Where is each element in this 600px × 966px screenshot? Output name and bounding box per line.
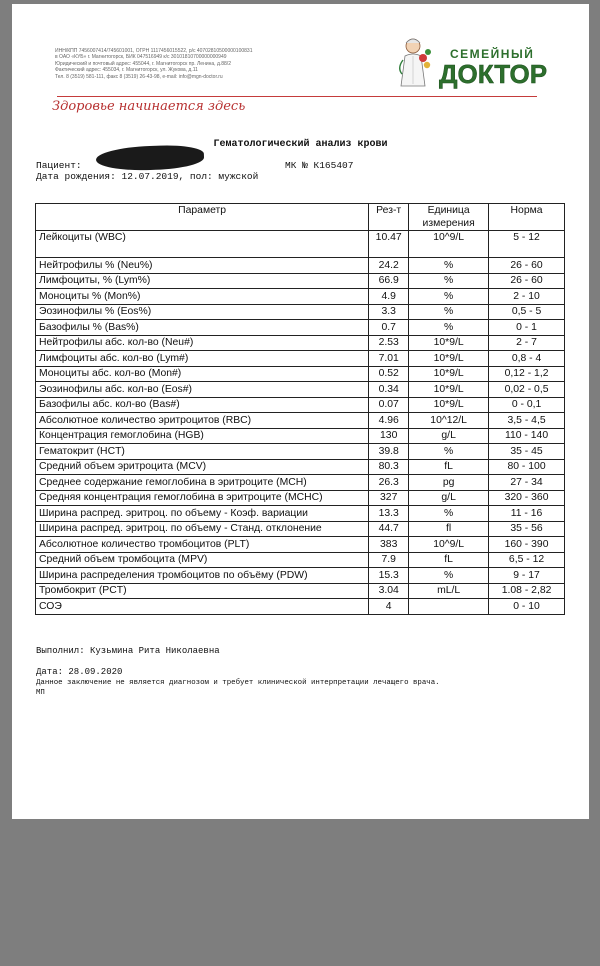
cell-param: Ширина распред. эритроц. по объему - Станд. отклонение xyxy=(36,521,369,537)
cell-norm: 0,02 - 0,5 xyxy=(489,382,565,398)
header-norm: Норма xyxy=(489,204,565,231)
cell-param: Абсолютное количество тромбоцитов (PLT) xyxy=(36,537,369,553)
header-result: Рез-т xyxy=(369,204,409,231)
cell-unit: pg xyxy=(409,475,489,491)
cell-unit: 10*9/L xyxy=(409,397,489,413)
cell-result: 24.2 xyxy=(369,258,409,274)
cell-norm: 0,12 - 1,2 xyxy=(489,366,565,382)
table-row xyxy=(36,599,565,615)
cell-param: Нейтрофилы абс. кол-во (Neu#) xyxy=(36,335,369,351)
cell-param: Средний объем тромбоцита (MPV) xyxy=(36,552,369,568)
header-unit: Единица измерения xyxy=(409,204,489,231)
cell-result: 327 xyxy=(369,490,409,506)
cell-unit: g/L xyxy=(409,428,489,444)
cell-unit: % xyxy=(409,289,489,305)
cell-norm: 320 - 360 xyxy=(489,490,565,506)
cell-param: Концентрация гемоглобина (HGB) xyxy=(36,428,369,444)
table-row xyxy=(36,444,565,460)
cell-result: 0.07 xyxy=(369,397,409,413)
cell-param: Нейтрофилы % (Neu%) xyxy=(36,258,369,274)
cell-norm: 3,5 - 4,5 xyxy=(489,413,565,429)
cell-param: Ширина распред. эритроц. по объему - Коэф. вариации xyxy=(36,506,369,522)
cell-result: 0.52 xyxy=(369,366,409,382)
cell-norm: 2 - 10 xyxy=(489,289,565,305)
cell-unit: 10*9/L xyxy=(409,366,489,382)
cell-unit: % xyxy=(409,273,489,289)
disclaimer-text: Данное заключение не является диагнозом и требует клинической интерпретации лечащего врача. xyxy=(36,679,440,687)
clinic-slogan: Здоровье начинается здесь xyxy=(52,99,246,114)
table-row xyxy=(36,231,565,258)
record-number: МК № К165407 xyxy=(285,160,354,171)
cell-param: Базофилы абс. кол-во (Bas#) xyxy=(36,397,369,413)
cell-result: 4.9 xyxy=(369,289,409,305)
cell-unit: 10*9/L xyxy=(409,351,489,367)
cell-unit: % xyxy=(409,444,489,460)
cell-result: 3.3 xyxy=(369,304,409,320)
doctor-figure-icon xyxy=(400,39,431,86)
cell-result: 2.53 xyxy=(369,335,409,351)
report-title: Гематологический анализ крови xyxy=(213,139,388,150)
cell-result: 10.47 xyxy=(369,231,409,258)
cell-unit: % xyxy=(409,568,489,584)
cell-param: Лимфоциты абс. кол-во (Lym#) xyxy=(36,351,369,367)
cell-param: СОЭ xyxy=(36,599,369,615)
table-row xyxy=(36,320,565,336)
cell-param: Абсолютное количество эритроцитов (RBC) xyxy=(36,413,369,429)
table-row xyxy=(36,397,565,413)
cell-param: Моноциты абс. кол-во (Mon#) xyxy=(36,366,369,382)
cell-result: 0.7 xyxy=(369,320,409,336)
cell-param: Эозинофилы % (Eos%) xyxy=(36,304,369,320)
cell-norm: 11 - 16 xyxy=(489,506,565,522)
cell-norm: 110 - 140 xyxy=(489,428,565,444)
cell-result: 383 xyxy=(369,537,409,553)
cell-norm: 0,5 - 5 xyxy=(489,304,565,320)
table-row xyxy=(36,568,565,584)
cell-unit: % xyxy=(409,506,489,522)
table-header-row xyxy=(36,204,565,231)
cell-param: Средний объем эритроцита (MCV) xyxy=(36,459,369,475)
header-divider xyxy=(57,96,537,97)
cell-norm: 27 - 34 xyxy=(489,475,565,491)
patient-label: Пациент: xyxy=(36,160,82,171)
cell-norm: 0,8 - 4 xyxy=(489,351,565,367)
cell-result: 7.01 xyxy=(369,351,409,367)
cell-norm: 2 - 7 xyxy=(489,335,565,351)
table-row xyxy=(36,304,565,320)
performed-by: Выполнил: Кузьмина Рита Николаевна xyxy=(36,646,220,656)
table-row xyxy=(36,273,565,289)
clinic-info-line: ИНН/КПП 7456007414/745601001, ОГРН 1117456015522, р/с 40702810500000100831 xyxy=(55,48,253,54)
cell-unit: fL xyxy=(409,552,489,568)
cell-param: Тромбокрит (PCT) xyxy=(36,583,369,599)
table-row xyxy=(36,506,565,522)
header-param: Параметр xyxy=(36,204,369,231)
table-row xyxy=(36,583,565,599)
table-row xyxy=(36,351,565,367)
cell-result: 44.7 xyxy=(369,521,409,537)
table-row xyxy=(36,475,565,491)
cell-norm: 9 - 17 xyxy=(489,568,565,584)
cell-unit: 10^9/L xyxy=(409,537,489,553)
cell-result: 39.8 xyxy=(369,444,409,460)
cell-norm: 26 - 60 xyxy=(489,273,565,289)
cell-norm: 26 - 60 xyxy=(489,258,565,274)
cell-result: 7.9 xyxy=(369,552,409,568)
cell-result: 80.3 xyxy=(369,459,409,475)
cell-norm: 0 - 1 xyxy=(489,320,565,336)
cell-result: 4.96 xyxy=(369,413,409,429)
cell-param: Эозинофилы абс. кол-во (Eos#) xyxy=(36,382,369,398)
cell-param: Среднее содержание гемоглобина в эритроците (MCH) xyxy=(36,475,369,491)
disclaimer-block xyxy=(36,679,440,698)
cell-unit: 10*9/L xyxy=(409,382,489,398)
clinic-info-line: Фактический адрес: 455034, г. Магнитогорск, ул. Жукова, д.11 xyxy=(55,67,198,74)
cell-unit: % xyxy=(409,258,489,274)
table-row xyxy=(36,552,565,568)
cell-norm: 0 - 10 xyxy=(489,599,565,615)
cell-norm: 0 - 0,1 xyxy=(489,397,565,413)
cell-unit xyxy=(409,599,489,615)
clinic-info-line: в ОАО «КУБ» г. Магнитогорск, БИК 047516949 к/с 30101810700000000949 xyxy=(55,54,227,61)
cell-param: Ширина распределения тромбоцитов по объёму (PDW) xyxy=(36,568,369,584)
cell-norm: 1.08 - 2,82 xyxy=(489,583,565,599)
cell-unit: mL/L xyxy=(409,583,489,599)
cell-unit: % xyxy=(409,304,489,320)
table-row xyxy=(36,335,565,351)
cell-result: 66.9 xyxy=(369,273,409,289)
table-row xyxy=(36,490,565,506)
table-row xyxy=(36,521,565,537)
birth-date-line: Дата рождения: 12.07.2019, пол: мужской xyxy=(36,171,259,182)
cell-unit: fl xyxy=(409,521,489,537)
cell-result: 4 xyxy=(369,599,409,615)
results-table xyxy=(35,203,565,615)
logo-main-text: ДОКТОР xyxy=(439,59,547,89)
cell-param: Средняя концентрация гемоглобина в эритроците (MCHC) xyxy=(36,490,369,506)
cell-param: Лимфоциты, % (Lym%) xyxy=(36,273,369,289)
table-row xyxy=(36,382,565,398)
cell-result: 13.3 xyxy=(369,506,409,522)
cell-result: 130 xyxy=(369,428,409,444)
clinic-requisites xyxy=(55,48,355,80)
report-page xyxy=(12,4,589,819)
cell-unit: 10*9/L xyxy=(409,335,489,351)
table-row xyxy=(36,366,565,382)
cell-norm: 80 - 100 xyxy=(489,459,565,475)
cell-unit: fL xyxy=(409,459,489,475)
table-row xyxy=(36,459,565,475)
cell-result: 15.3 xyxy=(369,568,409,584)
cell-result: 0.34 xyxy=(369,382,409,398)
cell-param: Гематокрит (HCT) xyxy=(36,444,369,460)
cell-unit: % xyxy=(409,320,489,336)
clinic-logo xyxy=(397,34,547,94)
table-row xyxy=(36,289,565,305)
cell-result: 26.3 xyxy=(369,475,409,491)
logo-top-text: СЕМЕЙНЫЙ xyxy=(450,47,535,61)
cell-unit: g/L xyxy=(409,490,489,506)
stamp-label: МП xyxy=(36,688,45,697)
cell-result: 3.04 xyxy=(369,583,409,599)
cell-param: Лейкоциты (WBC) xyxy=(36,231,369,258)
report-date: Дата: 28.09.2020 xyxy=(36,667,123,677)
clinic-info-line: Юридический и почтовый адрес: 455044, г. Магнитогорск пр. Ленина, д.88/2 xyxy=(55,60,231,67)
cell-unit: 10^12/L xyxy=(409,413,489,429)
table-row xyxy=(36,428,565,444)
cell-param: Базофилы % (Bas%) xyxy=(36,320,369,336)
cell-norm: 6,5 - 12 xyxy=(489,552,565,568)
table-row xyxy=(36,537,565,553)
cell-unit: 10^9/L xyxy=(409,231,489,258)
cell-param: Моноциты % (Mon%) xyxy=(36,289,369,305)
cell-norm: 5 - 12 xyxy=(489,231,565,258)
cell-norm: 35 - 45 xyxy=(489,444,565,460)
cell-norm: 35 - 56 xyxy=(489,521,565,537)
table-row xyxy=(36,258,565,274)
clinic-info-line: Тел. 8 (3519) 581-111, факс 8 (3519) 26-43-98, e-mail: info@mgn-doctor.ru xyxy=(55,73,223,80)
table-row xyxy=(36,413,565,429)
cell-norm: 160 - 390 xyxy=(489,537,565,553)
